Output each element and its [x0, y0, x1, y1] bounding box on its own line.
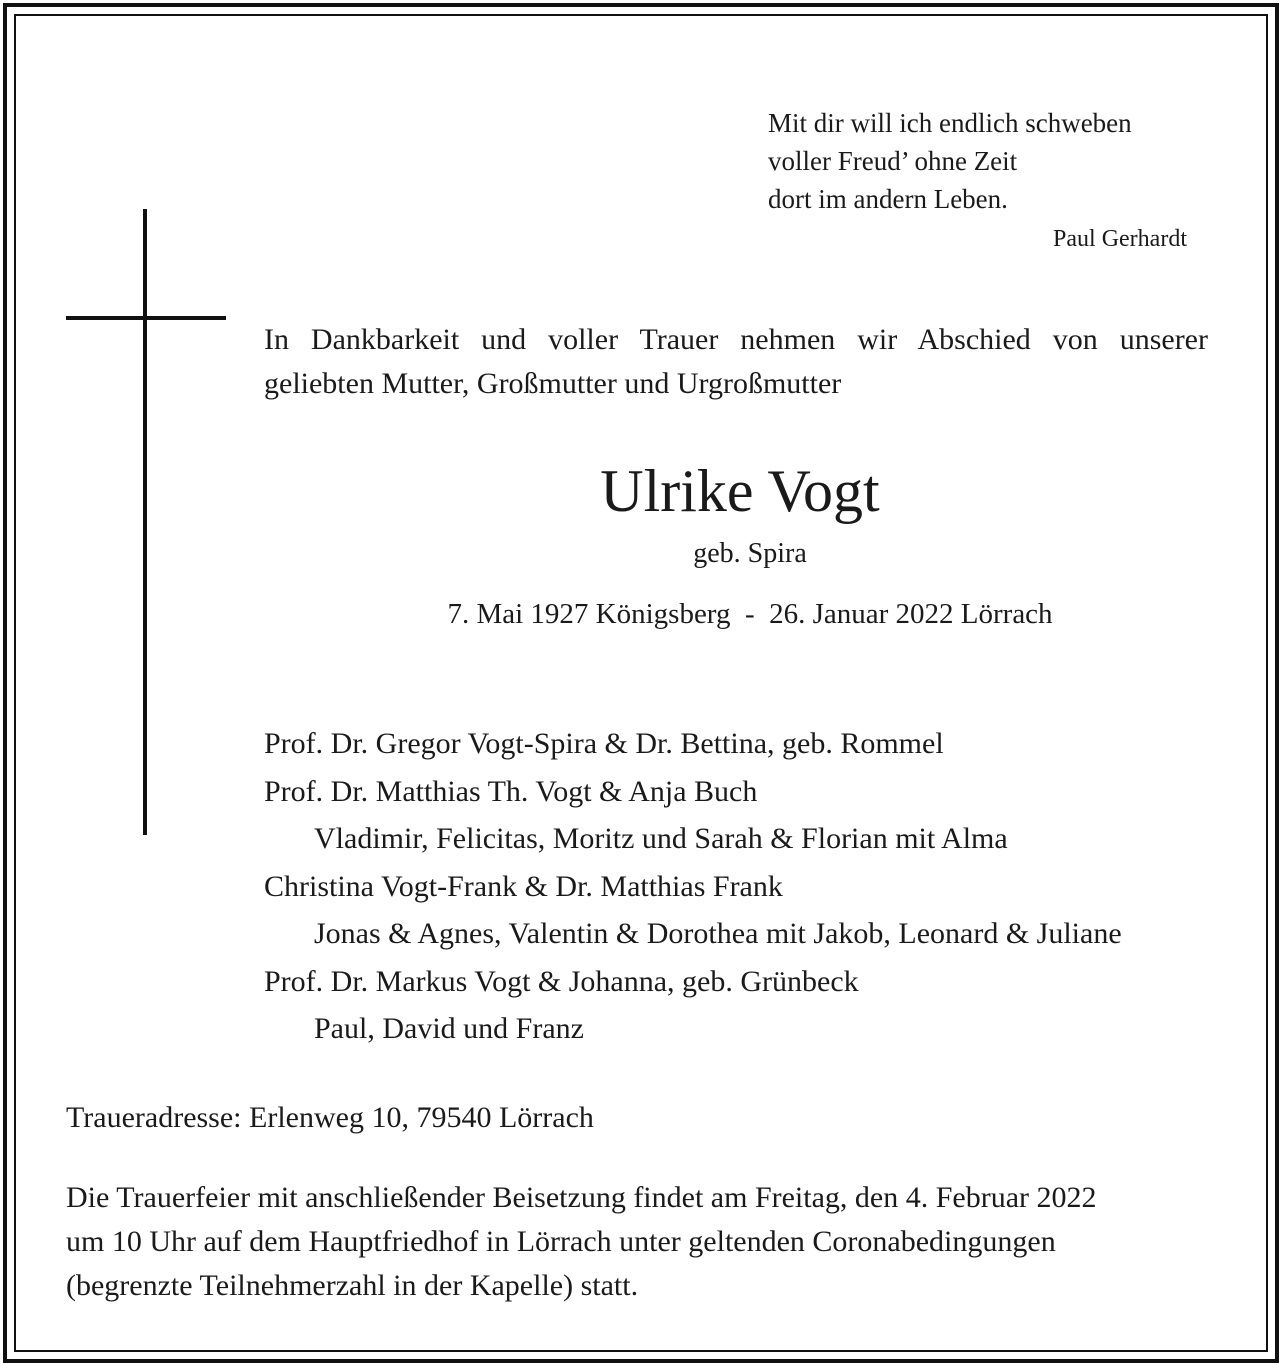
- ceremony-info: [66, 1176, 1206, 1308]
- family-line: Prof. Dr. Matthias Th. Vogt & Anja Buch: [264, 774, 758, 808]
- family-line-indented: Vladimir, Felicitas, Moritz und Sarah & Florian mit Alma: [314, 822, 1008, 855]
- intro-line: geliebten Mutter, Großmutter und Urgroßmutter: [264, 367, 842, 400]
- cross-horizontal-bar: [66, 316, 226, 320]
- cross-vertical-bar: [143, 209, 147, 835]
- maiden-name: geb. Spira: [693, 538, 807, 569]
- quote-line: dort im andern Leben.: [768, 184, 1008, 214]
- quote-line: Mit dir will ich endlich schweben: [768, 108, 1132, 138]
- quote-author: Paul Gerhardt: [1053, 226, 1187, 252]
- quote: [768, 104, 1132, 218]
- family-line: Prof. Dr. Markus Vogt & Johanna, geb. Grünbeck: [264, 964, 859, 998]
- family-line: Prof. Dr. Gregor Vogt-Spira & Dr. Bettina, geb. Rommel: [264, 727, 944, 760]
- family-line-indented: Paul, David und Franz: [314, 1012, 584, 1045]
- family-list: [264, 720, 1122, 1053]
- life-dates: 7. Mai 1927 Königsberg - 26. Januar 2022 Lörrach: [447, 598, 1053, 630]
- family-line: Christina Vogt-Frank & Dr. Matthias Frank: [264, 869, 783, 903]
- quote-line: voller Freud’ ohne Zeit: [768, 146, 1018, 176]
- intro-line: In Dankbarkeit und voller Trauer nehmen wir Abschied von unserer: [264, 323, 1208, 356]
- family-line-indented: Jonas & Agnes, Valentin & Dorothea mit Jakob, Leonard & Juliane: [314, 917, 1122, 950]
- ceremony-line: um 10 Uhr auf dem Hauptfriedhof in Lörrach unter geltenden Coronabedingungen: [66, 1225, 1056, 1258]
- ceremony-line: (begrenzte Teilnehmerzahl in der Kapelle) statt.: [66, 1269, 639, 1302]
- deceased-name: Ulrike Vogt: [600, 458, 880, 524]
- intro-text: [264, 318, 1208, 406]
- mourning-address: Traueradresse: Erlenweg 10, 79540 Lörrach: [66, 1101, 594, 1134]
- ceremony-line: Die Trauerfeier mit anschließender Beisetzung findet am Freitag, den 4. Februar 2022: [66, 1181, 1097, 1214]
